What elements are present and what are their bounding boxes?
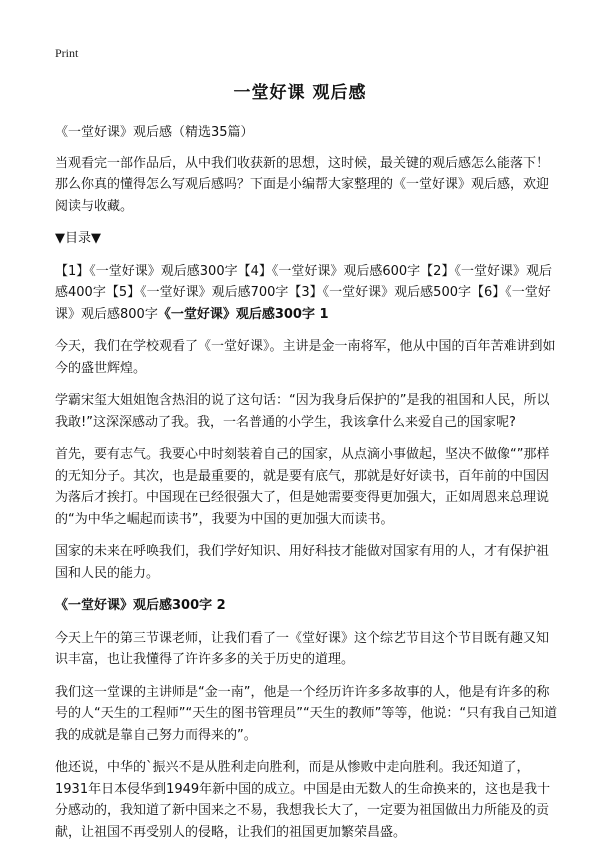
essay2-paragraph-1: 今天上午的第三节课老师，让我们看了一《堂好课》这个综艺节目这个节目既有趣又知识丰富，也让我懂得了许许多多的关于历史的道理。 — [55, 630, 550, 667]
article-subtitle: 《一堂好课》观后感（精选35篇） — [55, 125, 254, 140]
toc-links — [55, 261, 560, 326]
article-body — [55, 122, 560, 854]
essay2-paragraph-2: 我们这一堂课的主讲师是“金一南”，他是一个经历许许多多故事的人，他是有许多的称号的人“天生的工程师”“天生的图书管理员”“天生的教师”等等，他说：“只有我自己知道我的成就是靠自己努力而得来的”。 — [55, 684, 558, 743]
print-label: Print — [55, 46, 79, 60]
page-title: 一堂好课 观后感 — [233, 83, 367, 103]
essay1-paragraph-2: 学霸宋玺大姐姐饱含热泪的说了这句话：“因为我身后保护的”是我的祖国和人民，所以我敢!”这深深感动了我。我，一名普通的小学生，我该拿什么来爱自己的国家呢? — [55, 393, 550, 430]
intro-paragraph: 当观看完一部作品后，从中我们收获新的思想，这时候，最关键的观后感怎么能落下！那么你真的懂得怎么写观后感吗？下面是小编帮大家整理的《一堂好课》观后感，欢迎阅读与收藏。 — [55, 155, 550, 214]
toc-text[interactable]: 【1】《一堂好课》观后感300字【4】《一堂好课》观后感600字【2】《一堂好课》观后感400字【5】《一堂好课》观后感700字【3】《一堂好课》观后感500字【6】《一堂好课》观后感800字 — [55, 263, 552, 322]
essay1-paragraph-4: 国家的未来在呼唤我们，我们学好知识、用好科技才能做对国家有用的人，才有保护祖国和人民的能力。 — [55, 544, 550, 581]
essay1-paragraph-3: 首先，要有志气。我要心中时刻装着自己的国家，从点滴小事做起，坚决不做像“”那样的无知分子。其次，也是最重要的，就是要有底气，那就是好好读书，百年前的中国因为落后才挨打。中国现在已经很强大了，但是她需要变得更加强大，正如周恩来总理说的“为中华之崛起而读书”，我要为中国的更加强大而读书。 — [55, 447, 550, 527]
toc-label: ▼目录▼ — [55, 231, 101, 246]
essay1-paragraph-1: 今天，我们在学校观看了《一堂好课》。主讲是金一南将军，他从中国的百年苦难讲到如今的盛世辉煌。 — [55, 339, 556, 376]
essay1-heading: 《一堂好课》观后感300字 1 — [157, 306, 329, 322]
essay2-heading: 《一堂好课》观后感300字 2 — [55, 598, 226, 613]
essay2-paragraph-3: 他还说，中华的`振兴不是从胜利走向胜利，而是从惨败中走向胜利。我还知道了，1931年日本侵华到1949年新中国的成立。中国是由无数人的生命换来的，这也是我十分感动的，我知道了新中国来之不易，我想我长大了，一定要为祖国做出力所能及的贡献，让祖国不再受别人的侵略，让我们的祖国更加繁荣昌盛。 — [55, 760, 551, 840]
